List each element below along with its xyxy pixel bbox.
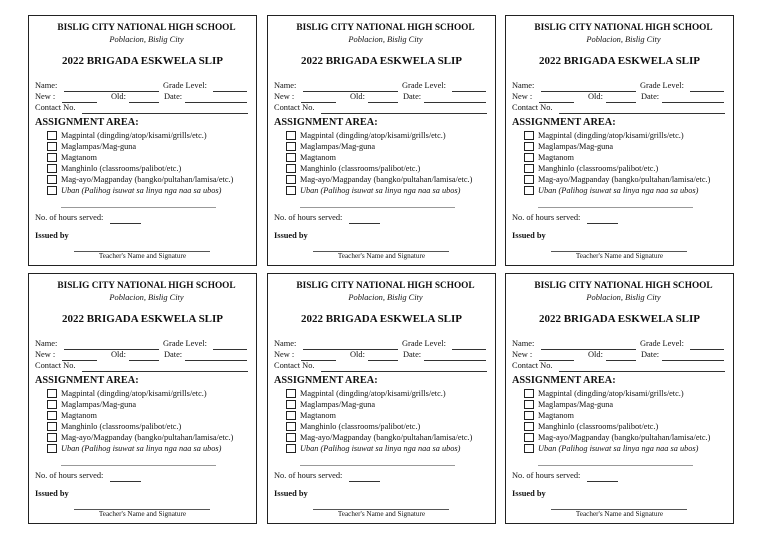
- grade-level-label: Grade Level:: [163, 339, 207, 348]
- grade-level-label: Grade Level:: [163, 81, 207, 90]
- checkbox[interactable]: [524, 131, 534, 140]
- signature-line[interactable]: [313, 242, 449, 252]
- contact-label: Contact No.: [512, 361, 553, 370]
- grade-level-label: Grade Level:: [402, 81, 446, 90]
- new-label: New :: [274, 350, 295, 359]
- grade-level-field[interactable]: [213, 82, 247, 92]
- assignment-option[interactable]: Magpintal (dingding/atop/kisami/grills/etc.): [286, 389, 446, 398]
- date-field[interactable]: [185, 351, 247, 361]
- date-label: Date:: [164, 350, 183, 359]
- assignment-option[interactable]: Mag-ayo/Magpanday (bangko/pultahan/lamisa/etc.): [524, 433, 710, 442]
- assignment-option[interactable]: Mag-ayo/Magpanday (bangko/pultahan/lamisa/etc.): [524, 175, 710, 184]
- checkbox[interactable]: [524, 186, 534, 195]
- signature-line[interactable]: [551, 242, 687, 252]
- date-field[interactable]: [424, 93, 486, 103]
- date-label: Date:: [403, 92, 422, 101]
- date-label: Date:: [641, 92, 660, 101]
- old-field[interactable]: [368, 93, 398, 103]
- assignment-option[interactable]: Maglampas/Mag-guna: [524, 142, 613, 151]
- assignment-option[interactable]: Manghinlo (classrooms/palibot/etc.): [286, 422, 420, 431]
- name-label: Name:: [274, 81, 297, 90]
- assignment-option[interactable]: Magpintal (dingding/atop/kisami/grills/etc.): [286, 131, 446, 140]
- grade-level-field[interactable]: [690, 340, 724, 350]
- checkbox[interactable]: [47, 153, 57, 162]
- signature-caption: Teacher's Name and Signature: [337, 252, 426, 260]
- hours-served-label: No. of hours served:: [274, 213, 343, 222]
- hours-served-label: No. of hours served:: [512, 213, 581, 222]
- checkbox[interactable]: [524, 142, 534, 151]
- date-label: Date:: [641, 350, 660, 359]
- checkbox[interactable]: [47, 400, 57, 409]
- assignment-option[interactable]: Magtanom: [47, 411, 97, 420]
- checkbox[interactable]: [286, 411, 296, 420]
- other-specify-line[interactable]: [61, 198, 216, 208]
- hours-served-field[interactable]: [587, 214, 618, 224]
- assignment-option[interactable]: Mag-ayo/Magpanday (bangko/pultahan/lamisa/etc.): [286, 175, 472, 184]
- hours-served-field[interactable]: [349, 472, 380, 482]
- name-label: Name:: [35, 81, 58, 90]
- assignment-option[interactable]: Uban (Palihog isuwat sa linya nga naa sa ubos): [286, 186, 460, 195]
- checkbox[interactable]: [286, 164, 296, 173]
- grade-level-field[interactable]: [452, 82, 486, 92]
- slip-title: 2022 BRIGADA ESKWELA SLIP: [538, 55, 701, 67]
- school-address: Poblacion, Bislig City: [348, 293, 423, 302]
- checkbox[interactable]: [47, 389, 57, 398]
- checkbox[interactable]: [47, 164, 57, 173]
- old-label: Old:: [111, 92, 126, 101]
- signature-caption: Teacher's Name and Signature: [575, 252, 664, 260]
- date-field[interactable]: [185, 93, 247, 103]
- assignment-option[interactable]: Magtanom: [286, 411, 336, 420]
- brigada-slip: [505, 273, 734, 524]
- old-field[interactable]: [368, 351, 398, 361]
- contact-field[interactable]: [559, 362, 725, 372]
- new-field[interactable]: [539, 351, 574, 361]
- assignment-option[interactable]: Manghinlo (classrooms/palibot/etc.): [47, 422, 181, 431]
- issued-by-label: Issued by: [274, 231, 308, 240]
- name-field[interactable]: [541, 82, 636, 92]
- old-field[interactable]: [129, 93, 159, 103]
- issued-by-label: Issued by: [274, 489, 308, 498]
- name-field[interactable]: [541, 340, 636, 350]
- old-label: Old:: [588, 350, 603, 359]
- assignment-area-heading: ASSIGNMENT AREA:: [512, 375, 616, 386]
- issued-by-label: Issued by: [35, 231, 69, 240]
- signature-caption: Teacher's Name and Signature: [98, 252, 187, 260]
- signature-caption: Teacher's Name and Signature: [575, 510, 664, 518]
- assignment-option[interactable]: Magpintal (dingding/atop/kisami/grills/etc.): [524, 131, 684, 140]
- name-field[interactable]: [303, 82, 398, 92]
- other-specify-line[interactable]: [538, 456, 693, 466]
- name-label: Name:: [35, 339, 58, 348]
- checkbox[interactable]: [286, 444, 296, 453]
- checkbox[interactable]: [286, 433, 296, 442]
- contact-field[interactable]: [559, 104, 725, 114]
- assignment-area-heading: ASSIGNMENT AREA:: [274, 117, 378, 128]
- assignment-area-heading: ASSIGNMENT AREA:: [274, 375, 378, 386]
- date-field[interactable]: [424, 351, 486, 361]
- issued-by-label: Issued by: [512, 231, 546, 240]
- assignment-option[interactable]: Magtanom: [524, 411, 574, 420]
- old-field[interactable]: [606, 93, 636, 103]
- assignment-option[interactable]: Mag-ayo/Magpanday (bangko/pultahan/lamisa/etc.): [47, 433, 233, 442]
- assignment-option[interactable]: Uban (Palihog isuwat sa linya nga naa sa ubos): [524, 444, 698, 453]
- assignment-option[interactable]: Manghinlo (classrooms/palibot/etc.): [47, 164, 181, 173]
- hours-served-field[interactable]: [587, 472, 618, 482]
- assignment-area-heading: ASSIGNMENT AREA:: [512, 117, 616, 128]
- hours-served-field[interactable]: [110, 472, 141, 482]
- hours-served-label: No. of hours served:: [274, 471, 343, 480]
- assignment-option[interactable]: Uban (Palihog isuwat sa linya nga naa sa ubos): [47, 186, 221, 195]
- date-field[interactable]: [662, 351, 724, 361]
- contact-label: Contact No.: [512, 103, 553, 112]
- checkbox[interactable]: [47, 175, 57, 184]
- name-field[interactable]: [64, 340, 159, 350]
- other-specify-line[interactable]: [300, 198, 455, 208]
- hours-served-field[interactable]: [110, 214, 141, 224]
- signature-caption: Teacher's Name and Signature: [98, 510, 187, 518]
- assignment-option[interactable]: Mag-ayo/Magpanday (bangko/pultahan/lamisa/etc.): [286, 433, 472, 442]
- new-field[interactable]: [539, 93, 574, 103]
- assignment-option[interactable]: Maglampas/Mag-guna: [47, 400, 136, 409]
- contact-field[interactable]: [321, 104, 487, 114]
- checkbox[interactable]: [286, 422, 296, 431]
- new-label: New :: [35, 92, 56, 101]
- school-name: BISLIG CITY NATIONAL HIGH SCHOOL: [534, 23, 713, 33]
- school-name: BISLIG CITY NATIONAL HIGH SCHOOL: [534, 281, 713, 291]
- assignment-area-heading: ASSIGNMENT AREA:: [35, 375, 139, 386]
- checkbox[interactable]: [47, 433, 57, 442]
- name-label: Name:: [512, 81, 535, 90]
- other-specify-line[interactable]: [538, 198, 693, 208]
- grade-level-field[interactable]: [452, 340, 486, 350]
- assignment-option[interactable]: Maglampas/Mag-guna: [286, 400, 375, 409]
- checkbox[interactable]: [47, 131, 57, 140]
- date-label: Date:: [164, 92, 183, 101]
- new-field[interactable]: [62, 93, 97, 103]
- assignment-option[interactable]: Magpintal (dingding/atop/kisami/grills/etc.): [47, 131, 207, 140]
- checkbox[interactable]: [524, 433, 534, 442]
- checkbox[interactable]: [47, 411, 57, 420]
- grade-level-label: Grade Level:: [402, 339, 446, 348]
- checkbox[interactable]: [286, 131, 296, 140]
- old-label: Old:: [350, 350, 365, 359]
- checkbox[interactable]: [47, 142, 57, 151]
- school-address: Poblacion, Bislig City: [586, 35, 661, 44]
- old-label: Old:: [111, 350, 126, 359]
- school-address: Poblacion, Bislig City: [109, 35, 184, 44]
- assignment-option[interactable]: Manghinlo (classrooms/palibot/etc.): [524, 164, 658, 173]
- new-field[interactable]: [62, 351, 97, 361]
- name-field[interactable]: [303, 340, 398, 350]
- date-field[interactable]: [662, 93, 724, 103]
- school-name: BISLIG CITY NATIONAL HIGH SCHOOL: [57, 23, 236, 33]
- checkbox[interactable]: [524, 389, 534, 398]
- new-label: New :: [274, 92, 295, 101]
- new-field[interactable]: [301, 351, 336, 361]
- checkbox[interactable]: [286, 389, 296, 398]
- grade-level-label: Grade Level:: [640, 339, 684, 348]
- checkbox[interactable]: [524, 422, 534, 431]
- assignment-option[interactable]: Magtanom: [524, 153, 574, 162]
- assignment-option[interactable]: Magpintal (dingding/atop/kisami/grills/etc.): [524, 389, 684, 398]
- date-label: Date:: [403, 350, 422, 359]
- issued-by-label: Issued by: [512, 489, 546, 498]
- school-name: BISLIG CITY NATIONAL HIGH SCHOOL: [296, 23, 475, 33]
- grade-level-field[interactable]: [213, 340, 247, 350]
- slip-title: 2022 BRIGADA ESKWELA SLIP: [61, 55, 224, 67]
- contact-label: Contact No.: [35, 103, 76, 112]
- contact-label: Contact No.: [274, 103, 315, 112]
- brigada-slip: [28, 273, 257, 524]
- checkbox[interactable]: [524, 411, 534, 420]
- old-field[interactable]: [606, 351, 636, 361]
- signature-line[interactable]: [74, 242, 210, 252]
- new-label: New :: [35, 350, 56, 359]
- old-label: Old:: [350, 92, 365, 101]
- contact-field[interactable]: [82, 362, 248, 372]
- new-field[interactable]: [301, 93, 336, 103]
- contact-field[interactable]: [82, 104, 248, 114]
- signature-caption: Teacher's Name and Signature: [337, 510, 426, 518]
- school-name: BISLIG CITY NATIONAL HIGH SCHOOL: [57, 281, 236, 291]
- hours-served-field[interactable]: [349, 214, 380, 224]
- hours-served-label: No. of hours served:: [512, 471, 581, 480]
- other-specify-line[interactable]: [300, 456, 455, 466]
- assignment-option[interactable]: Maglampas/Mag-guna: [47, 142, 136, 151]
- checkbox[interactable]: [286, 400, 296, 409]
- signature-line[interactable]: [313, 500, 449, 510]
- slip-title: 2022 BRIGADA ESKWELA SLIP: [61, 313, 224, 325]
- assignment-area-heading: ASSIGNMENT AREA:: [35, 117, 139, 128]
- checkbox[interactable]: [47, 422, 57, 431]
- school-address: Poblacion, Bislig City: [109, 293, 184, 302]
- old-field[interactable]: [129, 351, 159, 361]
- assignment-option[interactable]: Maglampas/Mag-guna: [286, 142, 375, 151]
- hours-served-label: No. of hours served:: [35, 213, 104, 222]
- brigada-slip: [505, 15, 734, 266]
- assignment-option[interactable]: Magtanom: [47, 153, 97, 162]
- signature-line[interactable]: [74, 500, 210, 510]
- checkbox[interactable]: [286, 186, 296, 195]
- issued-by-label: Issued by: [35, 489, 69, 498]
- assignment-option[interactable]: Uban (Palihog isuwat sa linya nga naa sa ubos): [47, 444, 221, 453]
- name-field[interactable]: [64, 82, 159, 92]
- checkbox[interactable]: [524, 444, 534, 453]
- checkbox[interactable]: [286, 142, 296, 151]
- slip-title: 2022 BRIGADA ESKWELA SLIP: [300, 55, 463, 67]
- checkbox[interactable]: [47, 186, 57, 195]
- contact-label: Contact No.: [274, 361, 315, 370]
- slip-title: 2022 BRIGADA ESKWELA SLIP: [300, 313, 463, 325]
- assignment-option[interactable]: Maglampas/Mag-guna: [524, 400, 613, 409]
- checkbox[interactable]: [47, 444, 57, 453]
- signature-line[interactable]: [551, 500, 687, 510]
- checkbox[interactable]: [524, 175, 534, 184]
- old-label: Old:: [588, 92, 603, 101]
- brigada-slip: [267, 15, 496, 266]
- assignment-option[interactable]: Manghinlo (classrooms/palibot/etc.): [524, 422, 658, 431]
- assignment-option[interactable]: Manghinlo (classrooms/palibot/etc.): [286, 164, 420, 173]
- brigada-slip: [28, 15, 257, 266]
- other-specify-line[interactable]: [61, 456, 216, 466]
- grade-level-label: Grade Level:: [640, 81, 684, 90]
- checkbox[interactable]: [524, 164, 534, 173]
- school-address: Poblacion, Bislig City: [586, 293, 661, 302]
- assignment-option[interactable]: Mag-ayo/Magpanday (bangko/pultahan/lamisa/etc.): [47, 175, 233, 184]
- checkbox[interactable]: [286, 153, 296, 162]
- assignment-option[interactable]: Magpintal (dingding/atop/kisami/grills/etc.): [47, 389, 207, 398]
- assignment-option[interactable]: Uban (Palihog isuwat sa linya nga naa sa ubos): [524, 186, 698, 195]
- assignment-option[interactable]: Uban (Palihog isuwat sa linya nga naa sa ubos): [286, 444, 460, 453]
- brigada-slip: [267, 273, 496, 524]
- school-name: BISLIG CITY NATIONAL HIGH SCHOOL: [296, 281, 475, 291]
- name-label: Name:: [512, 339, 535, 348]
- contact-label: Contact No.: [35, 361, 76, 370]
- checkbox[interactable]: [524, 400, 534, 409]
- new-label: New :: [512, 92, 533, 101]
- name-label: Name:: [274, 339, 297, 348]
- checkbox[interactable]: [286, 175, 296, 184]
- checkbox[interactable]: [524, 153, 534, 162]
- slip-title: 2022 BRIGADA ESKWELA SLIP: [538, 313, 701, 325]
- hours-served-label: No. of hours served:: [35, 471, 104, 480]
- new-label: New :: [512, 350, 533, 359]
- contact-field[interactable]: [321, 362, 487, 372]
- assignment-option[interactable]: Magtanom: [286, 153, 336, 162]
- school-address: Poblacion, Bislig City: [348, 35, 423, 44]
- grade-level-field[interactable]: [690, 82, 724, 92]
